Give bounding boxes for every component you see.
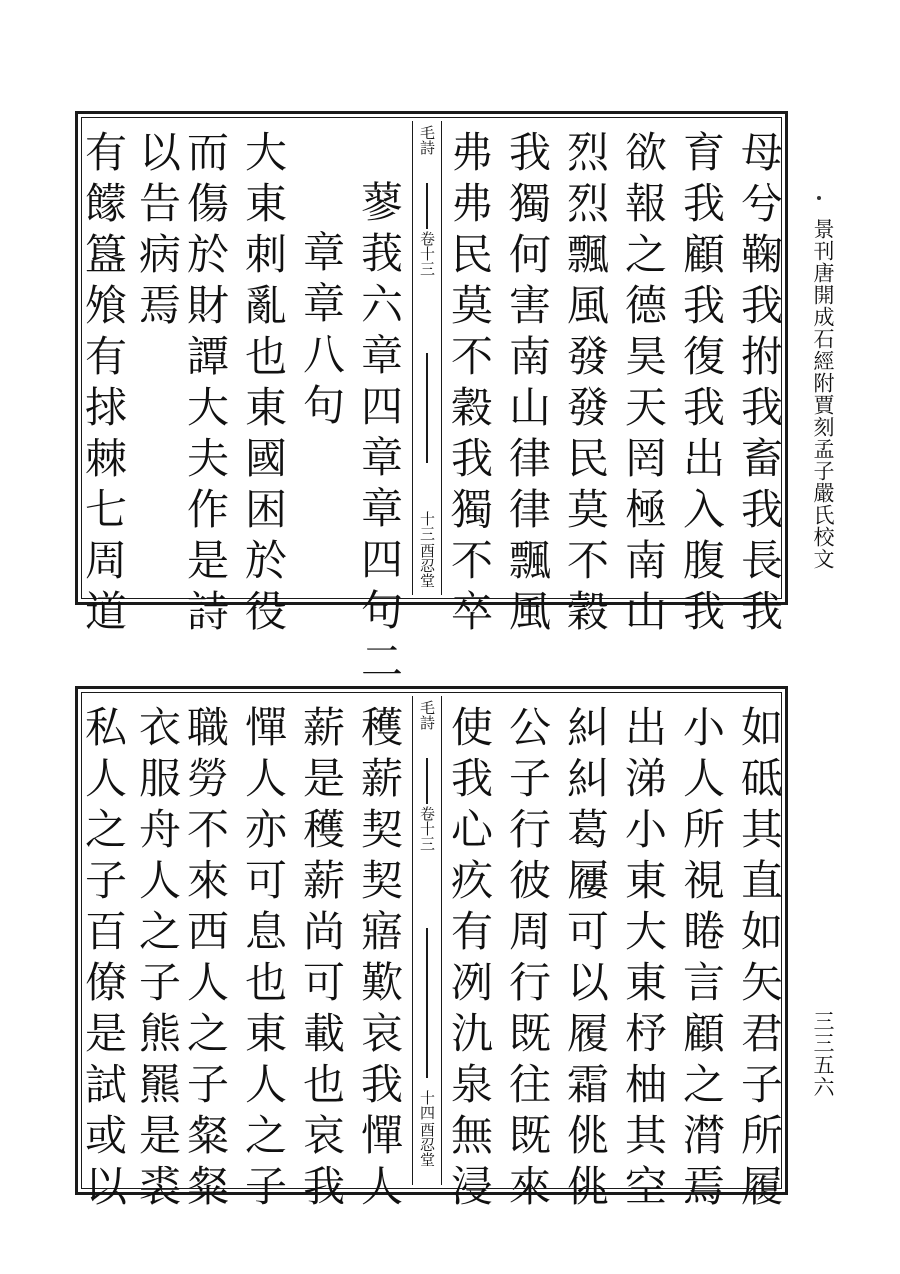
top-commentary-5: 以告病焉 (133, 130, 182, 334)
bottom-column-2: 小人所視睠言顧之潸焉 (677, 705, 726, 1215)
top-inner-frame (79, 117, 784, 690)
top-fish-tail-upper (426, 183, 428, 229)
bottom-text-block (75, 686, 788, 1215)
margin-book-title: 景刊唐開成石經附賈刻孟子嚴氏校文 (811, 218, 835, 570)
top-strip-hall: 酉忍堂 (418, 543, 436, 588)
top-center-strip (412, 121, 442, 595)
top-column-2: 育我顧我復我出入腹我 (677, 130, 726, 640)
margin-dot (817, 196, 821, 200)
bottom-fish-tail-upper (426, 758, 428, 804)
bottom-column-4: 糾糾葛屨可以履霜佻佻 (561, 705, 610, 1215)
top-commentary-2: 章章八句 (297, 230, 346, 434)
top-commentary-3: 大東刺亂也東國困於役 (239, 130, 288, 640)
bottom-commentary-2: 薪是穫薪尚可載也哀我 (297, 705, 346, 1215)
bottom-column-5: 公子行彼周行既往既來 (503, 705, 552, 1215)
bottom-column-6: 使我心疚有冽氿泉無浸 (445, 705, 494, 1215)
bottom-commentary-1: 穫薪契契寤歎哀我憚人 (355, 705, 404, 1215)
top-column-6: 弗弗民莫不穀我獨不卒 (445, 130, 494, 640)
top-fish-tail-lower (426, 353, 428, 463)
top-commentary-1: 蓼莪六章四章章四句二 (355, 180, 404, 690)
top-column-1: 母兮鞠我拊我畜我長我 (735, 130, 784, 640)
top-strip-folio: 十三 (418, 511, 436, 541)
top-strip-volume: 卷十三 (418, 231, 436, 276)
top-text-block (75, 111, 788, 690)
bottom-strip-hall: 酉忍堂 (418, 1122, 436, 1167)
top-column-5: 我獨何害南山律律飄風 (503, 130, 552, 640)
bottom-commentary-5: 衣服舟人之子熊羆是裘 (133, 705, 182, 1215)
top-commentary-6: 有饛簋飧有捄棘七周道 (79, 130, 128, 640)
bottom-column-3: 出涕小東大東杼柚其空 (619, 705, 668, 1215)
top-strip-title: 毛詩 (418, 125, 436, 155)
bottom-inner-frame (79, 692, 784, 1215)
bottom-fish-tail-lower (426, 928, 428, 1078)
bottom-commentary-6: 私人之子百僚是試或以 (79, 705, 128, 1215)
bottom-strip-folio: 十四 (418, 1090, 436, 1120)
top-column-3: 欲報之德昊天罔極南山 (619, 130, 668, 640)
bottom-commentary-3: 憚人亦可息也東人之子 (239, 705, 288, 1215)
bottom-commentary-4: 職勞不來西人之子粲粲 (181, 705, 230, 1215)
bottom-column-1: 如砥其直如矢君子所履 (735, 705, 784, 1215)
bottom-strip-title: 毛詩 (418, 700, 436, 730)
bottom-center-strip (412, 696, 442, 1185)
bottom-strip-volume: 卷十三 (418, 806, 436, 851)
top-column-4: 烈烈飄風發發民莫不穀 (561, 130, 610, 640)
top-commentary-4: 而傷於財譚大夫作是詩 (181, 130, 230, 640)
margin-page-number: 三三五六 (811, 1010, 835, 1098)
